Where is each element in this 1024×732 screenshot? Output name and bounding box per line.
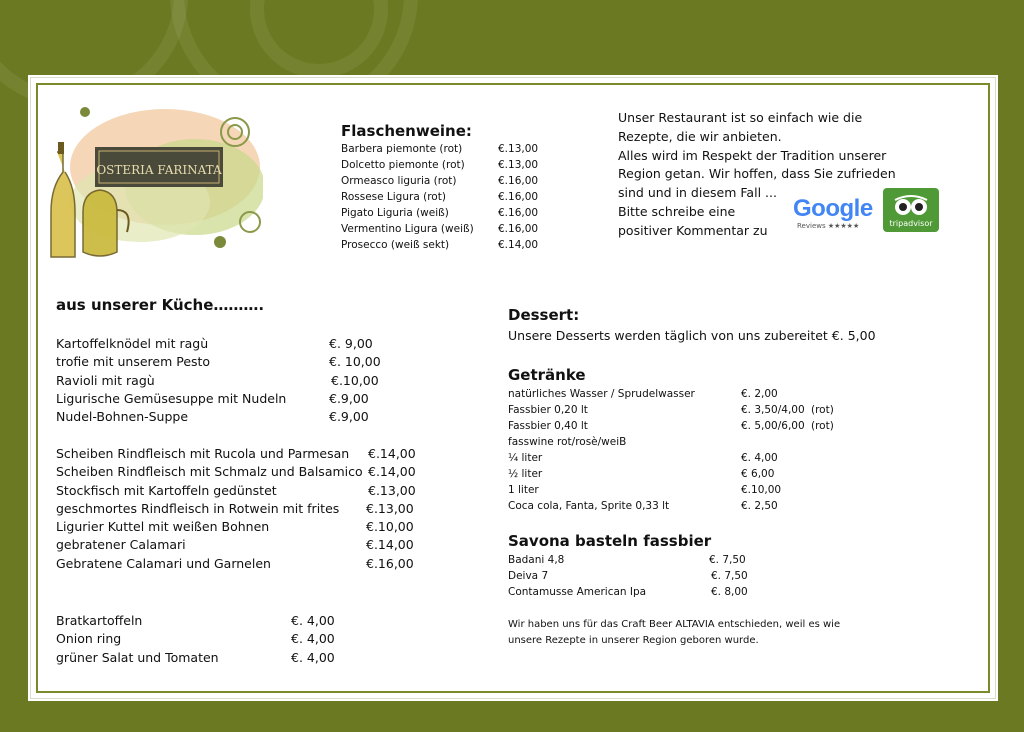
list-item: Nudel-Bohnen-Suppe €.9,00 — [56, 409, 369, 425]
list-item: Rossese Ligura (rot) €.16,00 — [341, 191, 539, 203]
list-item: Fassbier 0,40 lt €. 5,00/6,00 (rot) — [508, 420, 834, 432]
menu-card — [30, 77, 996, 699]
osteria-logo — [45, 92, 263, 262]
kitchen-group-2 — [56, 445, 456, 573]
list-item: Fassbier 0,20 lt €. 3,50/4,00 (rot) — [508, 404, 834, 416]
list-item: Gebratene Calamari und Garnelen €.16,00 — [56, 555, 414, 571]
kitchen-group-3 — [56, 612, 386, 667]
list-item: Prosecco (weiß sekt) €.14,00 — [341, 239, 539, 251]
list-item: ¼ liter €. 4,00 — [508, 452, 778, 464]
list-item: Barbera piemonte (rot) €.13,00 — [341, 143, 539, 155]
list-item: Ligurier Kuttel mit weißen Bohnen €.10,00 — [56, 519, 414, 535]
list-item: Bratkartoffeln €. 4,00 — [56, 613, 335, 628]
drinks-list — [508, 386, 868, 514]
dessert-title: Dessert: — [508, 306, 580, 324]
list-item: Contamusse American Ipa €. 8,00 — [508, 586, 748, 598]
drinks-title: Getränke — [508, 366, 586, 384]
dessert-text: Unsere Desserts werden täglich von uns zubereitet €. 5,00 — [508, 328, 876, 343]
tripadvisor-owl-icon — [883, 192, 939, 222]
intro-text: Unser Restaurant ist so einfach wie die Rezepte, die wir anbieten. Alles wird im Respekt der Tradition unserer Region getan. Wir hoffen, dass Sie zufrieden sind und in diesem Fall ... Bitte schreibe eine positiver Kommentar zu — [618, 110, 896, 238]
tripadvisor-label: tripadvisor — [889, 219, 933, 228]
list-item: Ravioli mit ragù €.10,00 — [56, 372, 379, 388]
kitchen-title: aus unserer Küche………. — [56, 296, 265, 314]
beer-note: Wir haben uns für das Craft Beer ALTAVIA entschieden, weil es wie unsere Rezepte in unserer Region geboren wurde. — [508, 619, 841, 646]
wines-list — [341, 141, 591, 253]
list-item: natürliches Wasser / Sprudelwasser €. 2,00 — [508, 388, 778, 400]
google-reviews-badge[interactable] — [793, 196, 875, 236]
list-item: Scheiben Rindfleisch mit Rucola und Parmesan €.14,00 — [56, 446, 416, 461]
list-item: Badani 4,8 €. 7,50 — [508, 554, 746, 566]
list-item: gebratener Calamari €.14,00 — [56, 537, 414, 553]
list-item: Ligurische Gemüsesuppe mit Nudeln €.9,00 — [56, 390, 369, 406]
list-item: 1 liter €.10,00 — [508, 484, 782, 496]
list-item: geschmortes Rindfleisch in Rotwein mit frites €.13,00 — [56, 500, 414, 516]
list-item: ½ liter € 6,00 — [508, 468, 775, 480]
list-item: Stockfisch mit Kartoffeln gedünstet €.13,00 — [56, 482, 416, 498]
kitchen-group-1 — [56, 335, 436, 426]
list-item: Scheiben Rindfleisch mit Schmalz und Balsamico €.14,00 — [56, 464, 416, 480]
list-item: Coca cola, Fanta, Sprite 0,33 lt €. 2,50 — [508, 500, 778, 512]
google-logo-text: Google — [793, 195, 873, 222]
list-item: Pigato Liguria (weiß) €.16,00 — [341, 207, 539, 219]
beer-list — [508, 552, 808, 600]
list-item: grüner Salat und Tomaten €. 4,00 — [56, 649, 335, 665]
list-item: Onion ring €. 4,00 — [56, 631, 335, 647]
list-item: Vermentino Ligura (weiß) €.16,00 — [341, 223, 539, 235]
list-item: trofie mit unserem Pesto €. 10,00 — [56, 354, 381, 370]
list-item: Dolcetto piemonte (rot) €.13,00 — [341, 159, 539, 171]
beer-title: Savona basteln fassbier — [508, 532, 712, 550]
list-item: Kartoffelknödel mit ragù €. 9,00 — [56, 336, 373, 351]
list-item: Deiva 7 €. 7,50 — [508, 570, 748, 582]
wines-title: Flaschenweine: — [341, 122, 472, 140]
logo-brand-text: OSTERIA FARINATA — [96, 163, 222, 177]
list-item: Ormeasco liguria (rot) €.16,00 — [341, 175, 539, 187]
tripadvisor-badge[interactable] — [883, 188, 939, 232]
google-reviews-label: Reviews ★★★★★ — [797, 222, 860, 230]
list-item: fasswine rot/rosè/weiB — [508, 436, 627, 448]
